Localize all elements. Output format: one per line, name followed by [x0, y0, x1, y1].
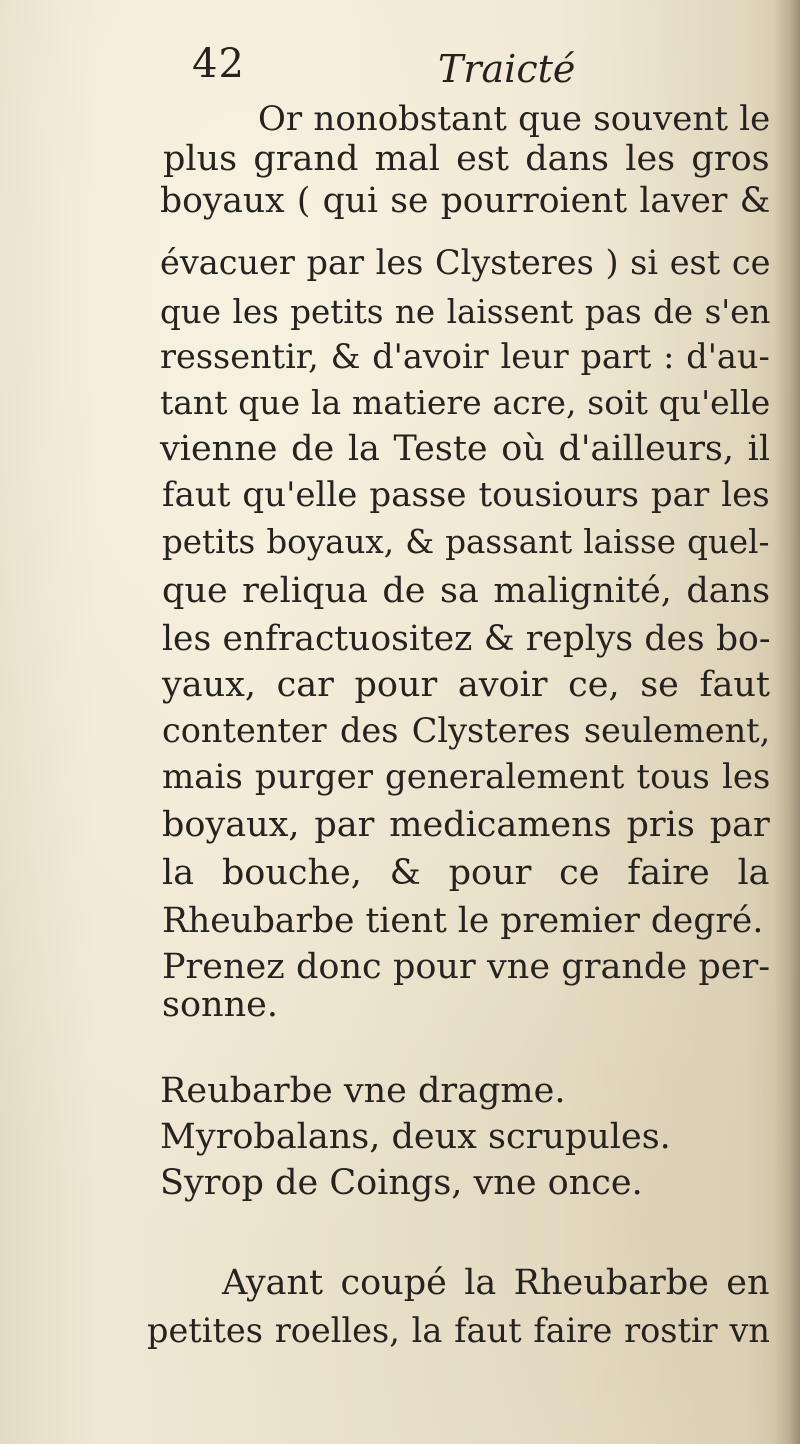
text-line: évacuer par les Clysteres ) si est ce	[160, 243, 771, 282]
recipe-line: Reubarbe vne dragme.	[160, 1071, 566, 1111]
text-line: mais purger generalement tous les	[162, 757, 771, 797]
text-line: Ayant coupé la Rheubarbe en	[222, 1263, 770, 1303]
recipe-line: Myrobalans, deux scrupules.	[160, 1117, 671, 1157]
text-line: Or nonobstant que souvent le	[258, 99, 771, 139]
text-line: ressentir, & d'avoir leur part : d'au-	[160, 337, 770, 376]
text-line: tant que la matiere acre, soit qu'elle	[160, 383, 771, 422]
text-line: petits boyaux, & passant laisse quel-	[162, 523, 770, 561]
text-line: la bouche, & pour ce faire la	[162, 853, 770, 893]
text-line: boyaux ( qui se pourroient laver &	[160, 181, 771, 221]
running-title: Traicté	[438, 47, 576, 91]
page-number: 42	[192, 41, 245, 87]
text-line: contenter des Clysteres seulement,	[162, 711, 771, 750]
text-line: les enfractuositez & replys des bo-	[162, 619, 771, 659]
recipe-line: Syrop de Coings, vne once.	[160, 1163, 643, 1203]
text-line: faut qu'elle passe tousiours par les	[162, 475, 770, 515]
text-line: Prenez donc pour vne grande per-	[162, 947, 771, 987]
text-line: vienne de la Teste où d'ailleurs, il	[160, 429, 771, 469]
text-line: boyaux, par medicamens pris par	[162, 805, 770, 845]
text-line: plus grand mal est dans les gros	[163, 139, 770, 179]
page-edge-shadow	[774, 0, 800, 1444]
text-line: Rheubarbe tient le premier degré.	[162, 901, 764, 941]
text-line: que les petits ne laissent pas de s'en	[160, 293, 771, 331]
text-line: yaux, car pour avoir ce, se faut	[162, 665, 770, 705]
text-line: sonne.	[162, 985, 278, 1025]
text-line: que reliqua de sa malignité, dans	[162, 571, 771, 611]
text-line: petites roelles, la faut faire rostir vn	[147, 1311, 771, 1350]
